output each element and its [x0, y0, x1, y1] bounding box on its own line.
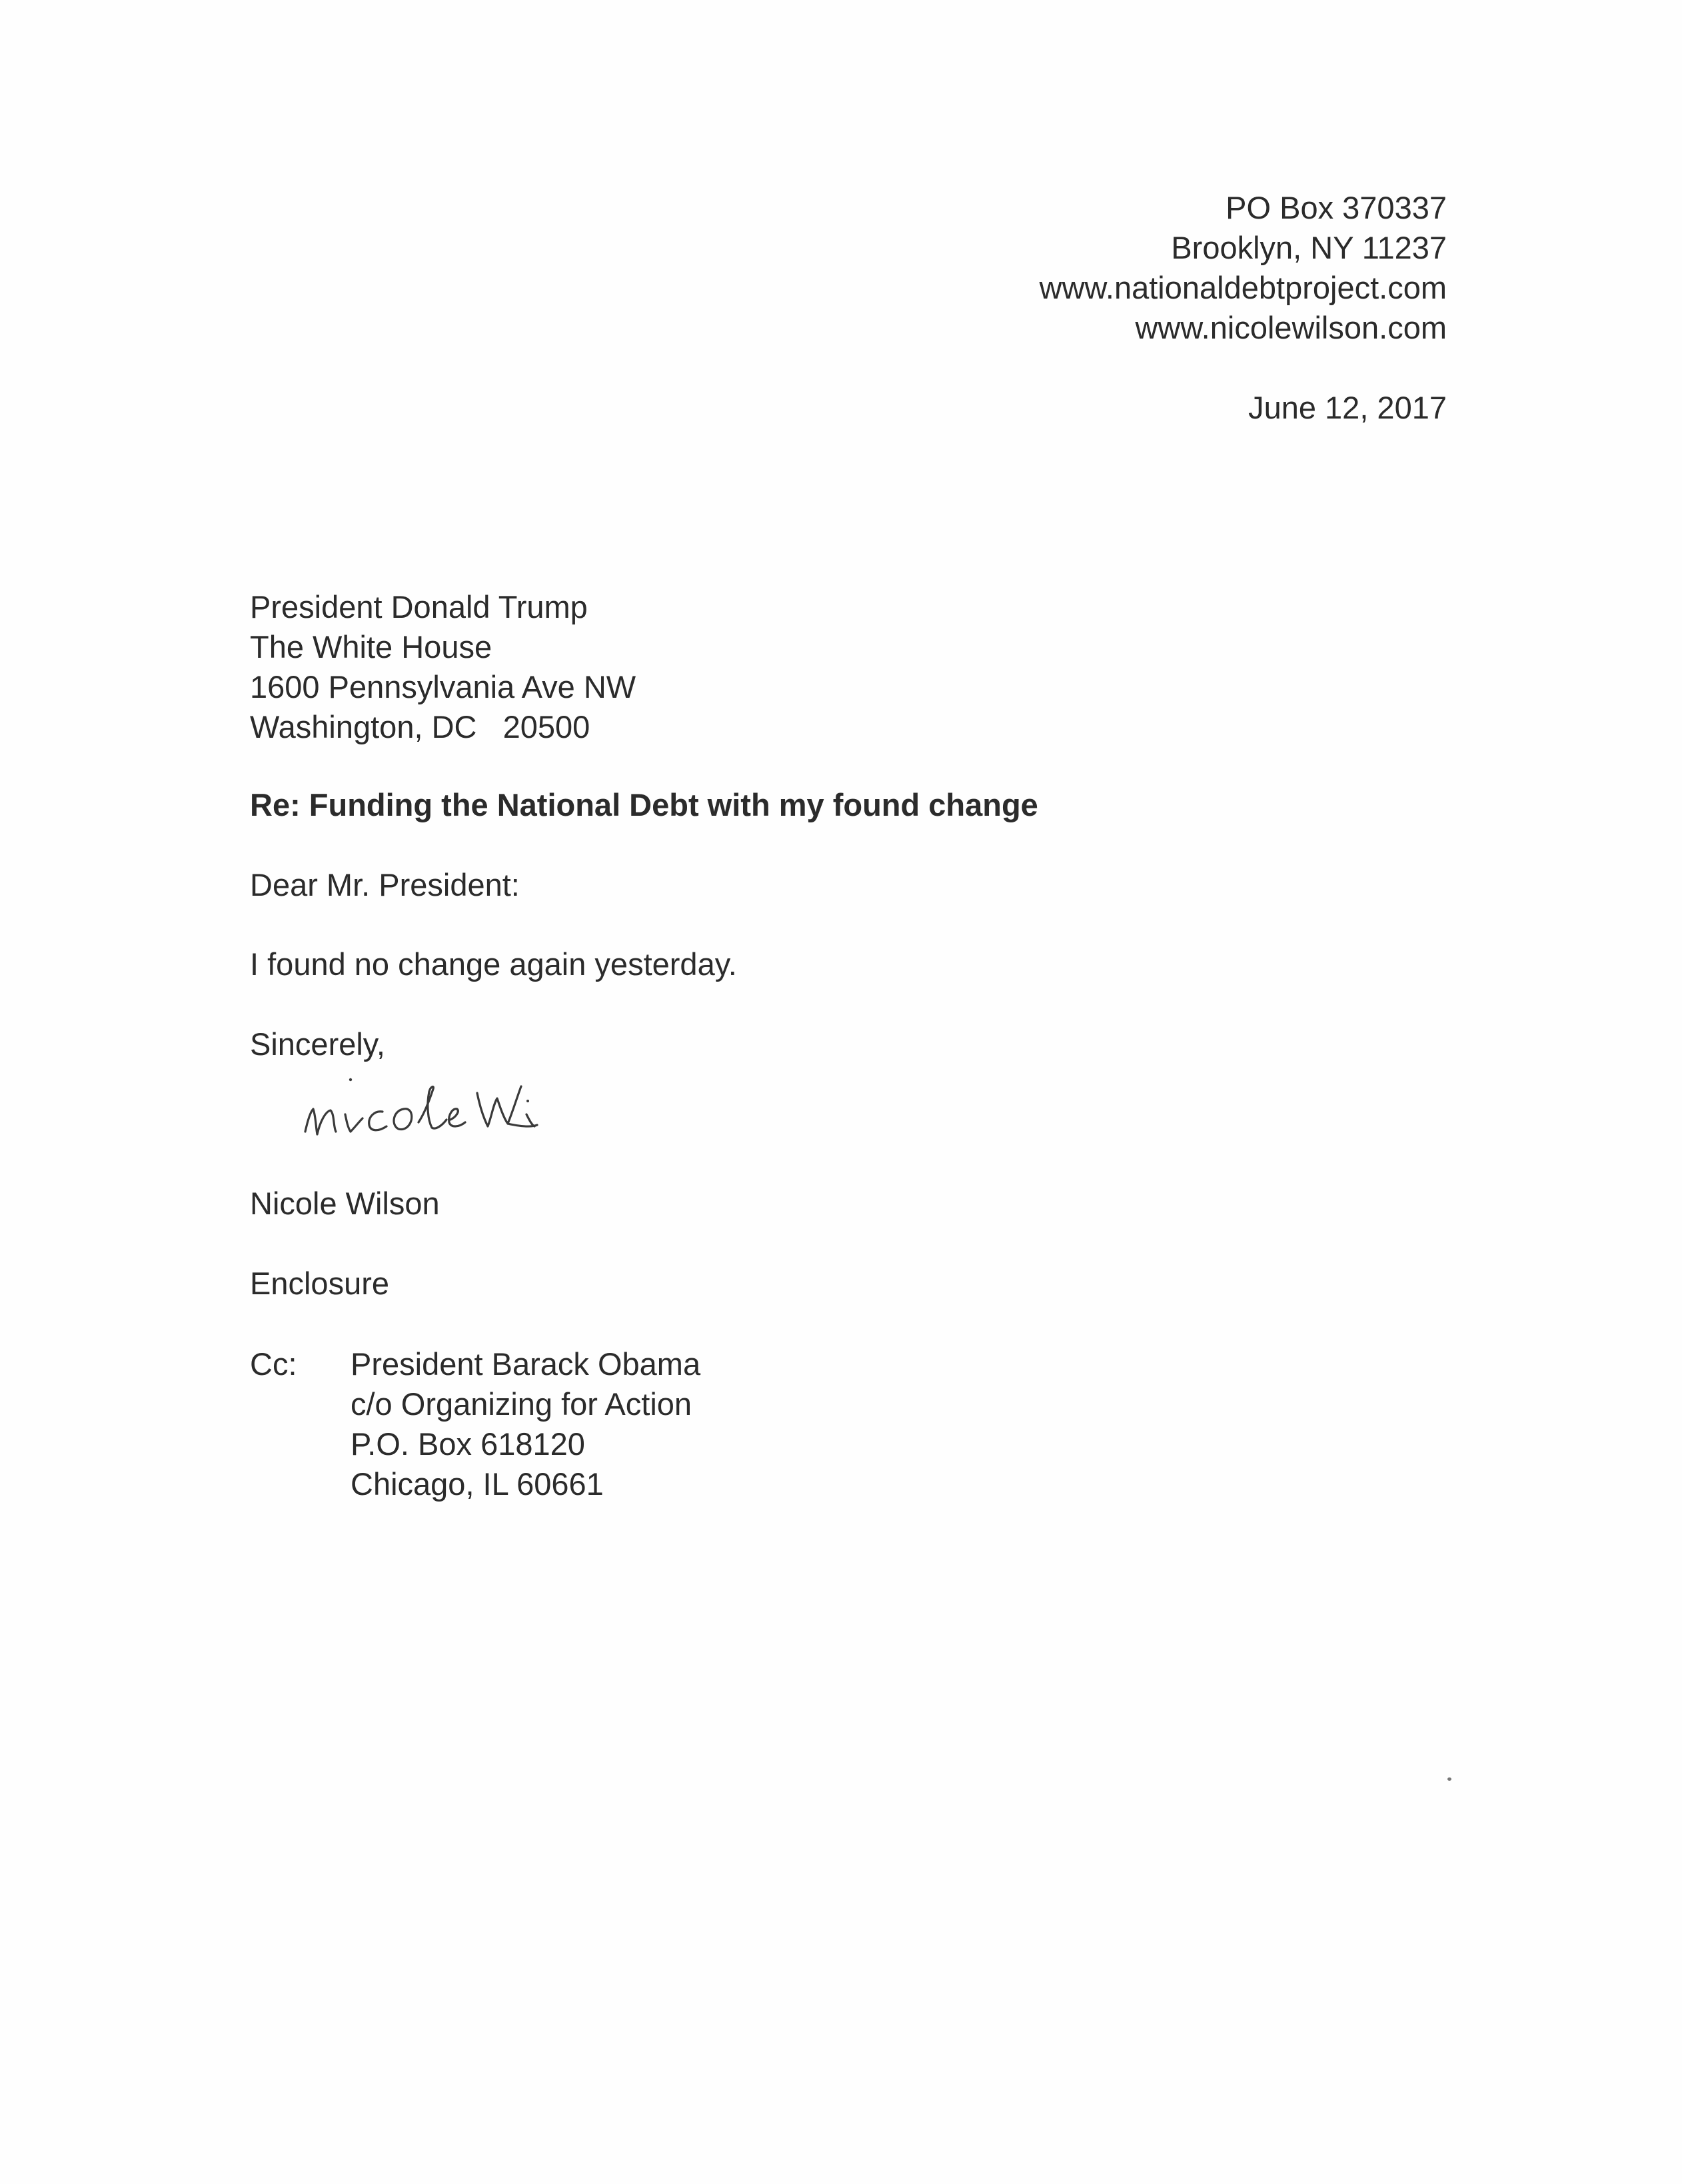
signer-name: Nicole Wilson [250, 1186, 440, 1221]
sender-website-1: www.nationaldebtproject.com [1039, 270, 1447, 305]
cc-line-2: c/o Organizing for Action [351, 1386, 692, 1422]
closing: Sincerely, [250, 1026, 385, 1062]
recipient-line-1: President Donald Trump [250, 589, 588, 624]
salutation: Dear Mr. President: [250, 867, 520, 902]
sender-address [1040, 188, 1447, 348]
handwritten-signature [293, 1053, 666, 1160]
recipient-line-2: The White House [250, 629, 492, 664]
cc-address [351, 1344, 700, 1504]
sender-address-line-1: PO Box 370337 [1226, 190, 1447, 225]
sender-website-2: www.nicolewilson.com [1135, 310, 1447, 345]
letter-body: I found no change again yesterday. [250, 946, 737, 982]
recipient-line-4: Washington, DC 20500 [250, 709, 590, 744]
recipient-address [250, 587, 636, 747]
cc-line-1: President Barack Obama [351, 1346, 701, 1382]
subject-line: Re: Funding the National Debt with my found change [250, 787, 1038, 822]
cc-line-3: P.O. Box 618120 [351, 1426, 585, 1462]
recipient-line-3: 1600 Pennsylvania Ave NW [250, 669, 636, 704]
enclosure-note: Enclosure [250, 1266, 389, 1301]
cc-label: Cc: [250, 1346, 297, 1382]
letter-date: June 12, 2017 [1248, 390, 1447, 425]
sender-address-line-2: Brooklyn, NY 11237 [1171, 230, 1447, 265]
cc-line-4: Chicago, IL 60661 [351, 1466, 604, 1502]
paper-speck [1447, 1777, 1451, 1781]
